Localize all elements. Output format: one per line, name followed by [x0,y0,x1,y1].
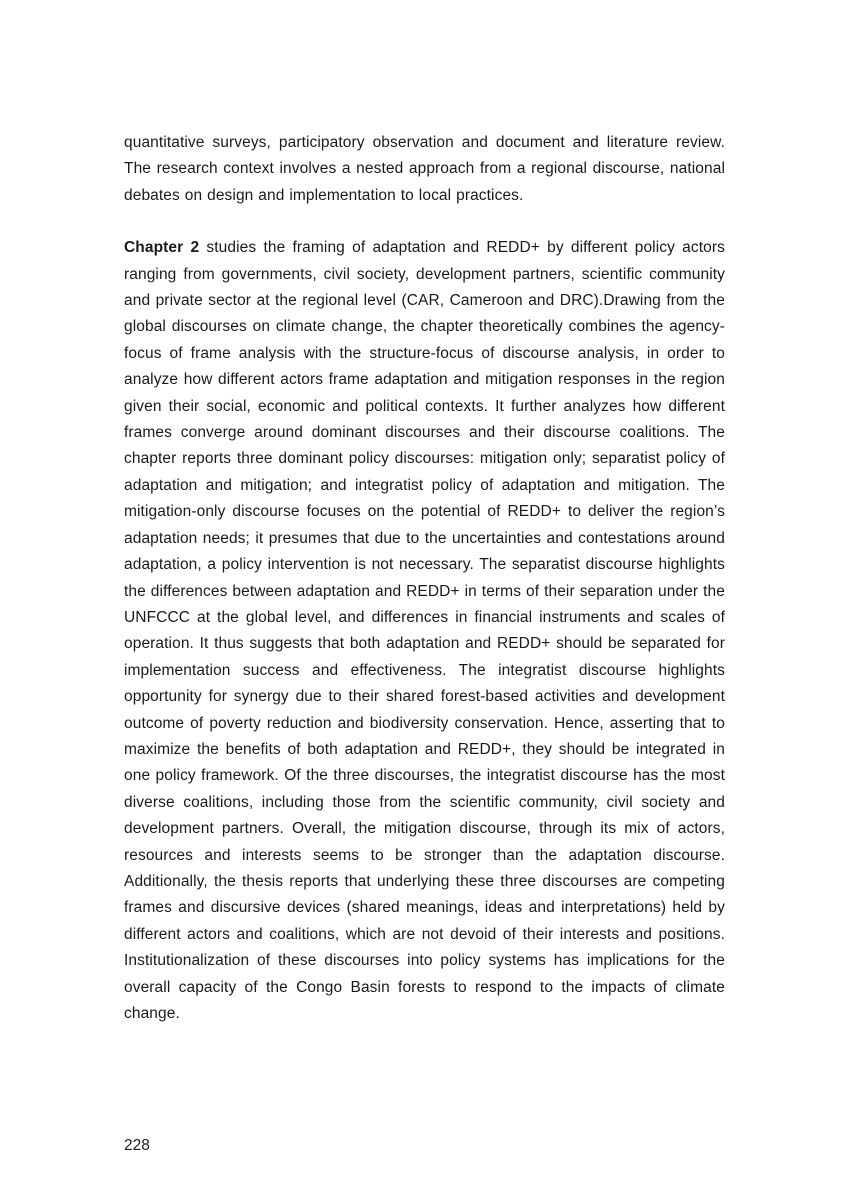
paragraph-methodology: quantitative surveys, participatory observation and document and literature review. The research context involves a nested approach from a regional discourse, national debates on design and implementation to local practices. [124,134,725,204]
paragraph-chapter-2 [124,235,725,1027]
page-number: 228 [124,1137,150,1154]
text-block [124,130,725,1027]
chapter-2-label: Chapter 2 [124,239,200,257]
chapter-2-summary-text: studies the framing of adaptation and REDD+ by different policy actors ranging from governments, civil society, development partners, scientific community and private sector at the regional level (CAR, Cameroon and DRC).Drawing from the global discourses on climate change, the chapter theoretically combines the agency-focus of frame analysis with the structure-focus of discourse analysis, in order to analyze how different actors frame adaptation and mitigation responses in the region given their social, economic and political contexts. It further analyzes how different frames converge around dominant discourses and their discourse coalitions. The chapter reports three dominant policy discourses: mitigation only; separatist policy of adaptation and mitigation; and integratist policy of adaptation and mitigation. The mitigation-only discourse focuses on the potential of REDD+ to deliver the region’s adaptation needs; it presumes that due to the uncertainties and contestations around adaptation, a policy intervention is not necessary. The separatist discourse highlights the differences between adaptation and REDD+ in terms of their separation under the UNFCCC at the global level, and differences in financial instruments and scales of operation. It thus suggests that both adaptation and REDD+ should be separated for implementation success and effectiveness. The integratist discourse highlights opportunity for synergy due to their shared forest-based activities and development outcome of poverty reduction and biodiversity conservation. Hence, asserting that to maximize the benefits of both adaptation and REDD+, they should be integrated in one policy framework. Of the three discourses, the integratist discourse has the most diverse coalitions, including those from the scientific community, civil society and development partners. Overall, the mitigation discourse, through its mix of actors, resources and interests seems to be stronger than the adaptation discourse. Additionally, the thesis reports that underlying these three discourses are competing frames and discursive devices (shared meanings, ideas and interpretations) held by different actors and coalitions, which are not devoid of their interests and positions. Institutionalization of these discourses into policy systems has implications for the overall capacity of the Congo Basin forests to respond to the impacts of climate change. [124,239,725,1022]
